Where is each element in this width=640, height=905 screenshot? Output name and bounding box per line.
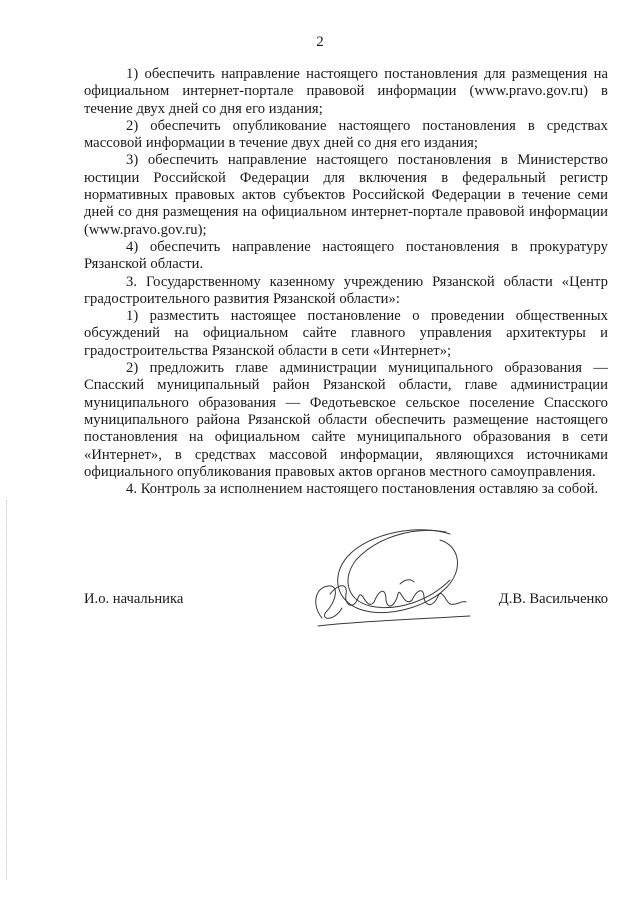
paragraph-2: 2) обеспечить опубликование настоящего постановления в средствах массовой информации в течение двух дней со дня его издания; (84, 117, 608, 152)
handwritten-signature (300, 522, 480, 632)
signatory-title: И.о. начальника (84, 591, 184, 607)
signatory-name: Д.В. Васильченко (498, 591, 608, 607)
document-body (84, 66, 608, 498)
paragraph-6: 1) разместить настоящее постановление о проведении общественных обсуждений на официальном сайте главного управления архитектуры и градостроительства Рязанской области в сети «Интернет»; (84, 308, 608, 359)
page-number: 2 (316, 34, 324, 50)
paragraph-4: 4) обеспечить направление настоящего постановления в прокуратуру Рязанской области. (84, 238, 608, 273)
paragraph-8: 4. Контроль за исполнением настоящего постановления оставляю за собой. (126, 481, 599, 498)
paragraph-7: 2) предложить главе администрации муниципального образования — Спасский муниципальный район Рязанской области, главе администрации муниципального образования — Федотьевское сельское поселение Спасского муниципального района Рязанской области обеспечить размещение настоящего постановления на официальном сайте муниципального образования в сети «Интернет», в средствах массовой информации, являющихся источниками официального опубликования правовых актов органов местного самоуправления. (84, 360, 608, 480)
paragraph-5: 3. Государственному казенному учреждению Рязанской области «Центр градостроительного развития Рязанской области»: (84, 273, 608, 307)
scan-edge-marks (6, 500, 8, 880)
paragraph-3: 3) обеспечить направление настоящего постановления в Министерство юстиции Российской Федерации для включения в федеральный регистр нормативных правовых актов субъектов Российской Федерации в течение семи дней со дня размещения на официальном интернет-портале правовой информации (www.pravo.gov.ru); (84, 152, 608, 238)
paragraph-1: 1) обеспечить направление настоящего постановления для размещения на официальном интернет-портале правовой информации (www.pravo.gov.ru) в течение двух дней со дня его издания; (84, 66, 608, 117)
